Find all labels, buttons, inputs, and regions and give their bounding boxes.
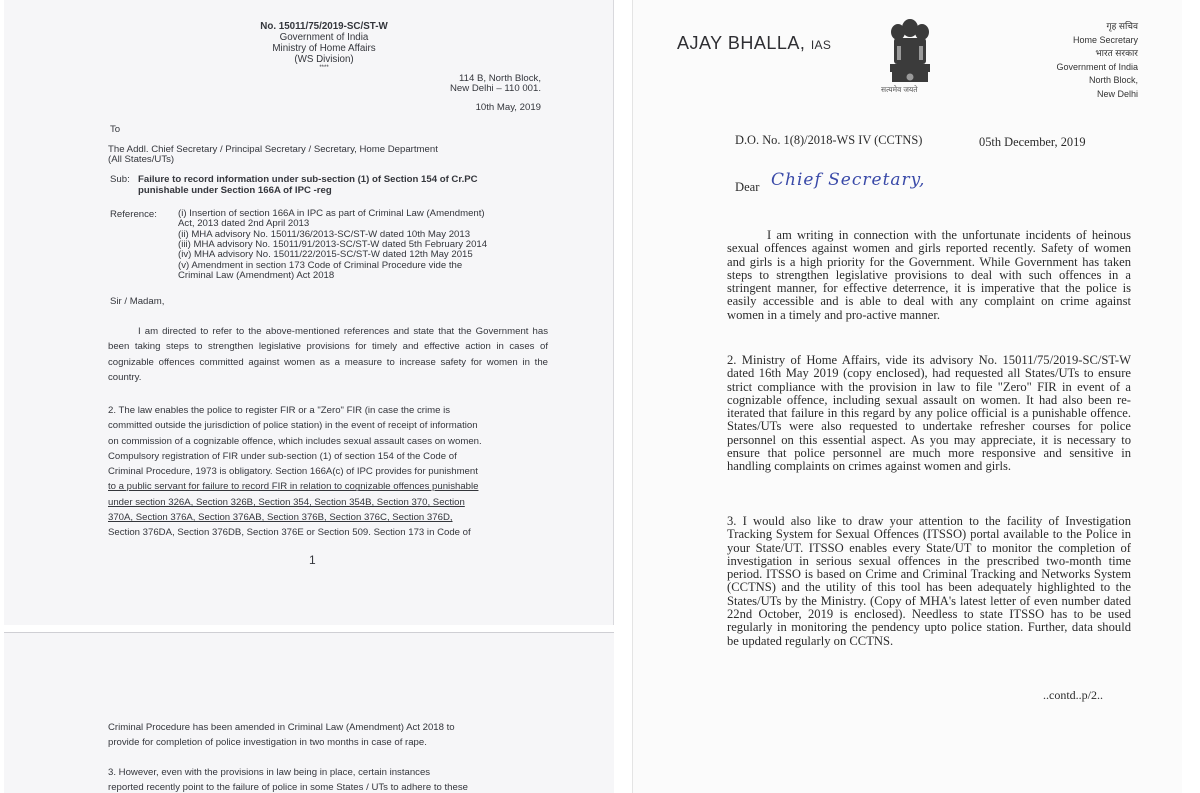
emblem-motto: सत्यमेव जयते <box>881 85 918 94</box>
do-number: D.O. No. 1(8)/2018-WS IV (CCTNS) <box>735 133 923 147</box>
govt-line: Government of India <box>279 32 369 43</box>
paragraph-2-line: 370A, Section 376A, Section 376AB, Section 376B, Section 376C, Section 376D, <box>108 512 453 524</box>
reference-item: (ii) MHA advisory No. 15011/36/2013-SC/ST-W dated 10th May 2013 <box>178 229 471 240</box>
paragraph-2-line: Criminal Procedure, 1973 is obligatory. Section 166A(c) of IPC provides for punishment <box>108 466 478 478</box>
reference-item: Criminal Law (Amendment) Act 2018 <box>178 270 335 281</box>
handwritten-addressee: Chief Secretary, <box>771 170 926 190</box>
page-number: 1 <box>309 553 316 567</box>
subject-line-2: punishable under Section 166A of IPC -reg <box>138 185 332 196</box>
continuation-line: Criminal Procedure has been amended in Criminal Law (Amendment) Act 2018 to <box>108 722 455 733</box>
reference-item: (iii) MHA advisory No. 15011/91/2013-SC/ST-W dated 5th February 2014 <box>178 239 488 250</box>
right-letter <box>632 0 1182 793</box>
address-line-2: New Delhi – 110 001. <box>449 83 541 94</box>
paragraph-2-line: 2. The law enables the police to register FIR or a "Zero" FIR (in case the crime is <box>108 405 451 416</box>
page-gap <box>0 625 618 632</box>
paragraph-2-line: on commission of a cognizable offence, which includes sexual assault cases on women. <box>108 435 482 447</box>
designation-block <box>1056 20 1138 101</box>
paragraph-2-line: Compulsory registration of FIR under sub-section (1) of section 154 of the Code of <box>108 450 457 462</box>
stars-line: **** <box>319 65 329 71</box>
govt-hindi: भारत सरकार <box>1095 48 1138 58</box>
division-line: (WS Division) <box>294 54 354 65</box>
page-2-continuation <box>108 720 455 751</box>
sender-name-text: AJAY BHALLA, <box>677 33 806 53</box>
right-paragraph-2: 2. Ministry of Home Affairs, vide its advisory No. 15011/75/2019-SC/ST-W dated 16th May 2019 (copy enclosed), had requested all States/UTs to ensure strict compliance with the provision in law to file "Zero" FIR in event of a cognizable offence, including sexual assault on women. It had also been re-iterated that failure in this regard by any police official is a punishable offence. States/UTs were also requested to undertake refresher courses for police personnel on this essential aspect. As you may appreciate, it is necessary to ensure that police personnel are much more responsive and sensitive in handling complaints on crimes against women and girls. <box>727 353 1131 474</box>
paragraph-3-line: reported recently point to the failure of police in some States / UTs to adhere to these <box>108 782 468 793</box>
reference-item: Act, 2013 dated 2nd April 2013 <box>178 218 310 229</box>
reference-item: (i) Insertion of section 166A in IPC as part of Criminal Law (Amendment) <box>178 208 485 219</box>
right-paragraph-1: I am writing in connection with the unfortunate incidents of heinous sexual offences against women and girls reported recently. Safety of women and girls is a high priority for the Government. While Government has taken steps to strengthen legislative provisions to deal with such offences in a stringent manner, for effective deterrence, it is imperative that the police is easily accessible and is able to deal with any complaint on crime against women in a timely and pro-active manner. <box>727 228 1131 322</box>
govt-english: Government of India <box>1056 61 1138 72</box>
continued-marker: ..contd..p/2.. <box>1043 688 1103 702</box>
paragraph-2-line: Section 376DA, Section 376DB, Section 376E or Section 509. Section 173 in Code of <box>108 527 471 539</box>
national-emblem-icon <box>883 14 937 94</box>
continuation-line: provide for completion of police investigation in two months in case of rape. <box>108 737 427 749</box>
letter-date: 10th May, 2019 <box>475 102 541 113</box>
to-label: To <box>110 124 121 135</box>
paragraph-3 <box>108 765 468 793</box>
sender-name-suffix: IAS <box>810 38 832 52</box>
addressee-sub: (All States/UTs) <box>108 154 175 165</box>
paragraph-1: I am directed to refer to the above-mentioned references and state that the Government has been taking steps to strengthen legislative provisions for timely and effective action in cases of cognizable offences committed against women as a measure to increase safety for women in the country. <box>108 326 548 383</box>
subject-label: Sub: <box>110 174 130 185</box>
designation-hindi: गृह सचिव <box>1106 21 1138 31</box>
designation-english: Home Secretary <box>1072 34 1138 45</box>
right-letter-date: 05th December, 2019 <box>979 135 1086 149</box>
addressee: The Addl. Chief Secretary / Principal Secretary / Secretary, Home Department <box>108 144 438 155</box>
paragraph-2-line: to a public servant for failure to record FIR in relation to cognizable offences punishable <box>108 481 479 493</box>
address-line: North Block, <box>1088 75 1138 85</box>
reference-item: (v) Amendment in section 173 Code of Criminal Procedure vide the <box>178 260 463 271</box>
right-paragraph-3: 3. I would also like to draw your attention to the facility of Investigation Tracking System for Sexual Offences (ITSSO) portal available to the Police in your State/UT. ITSSO enables every State/UT to monitor the completion of investigation in serious sexual offences in the prescribed two-month time period. ITSSO is based on Crime and Criminal Tracking and Networks System (CCTNS) and the utility of this tool has been adequately highlighted to the States/UTs by the Ministry. (Copy of MHA's latest letter of even number dated 22nd October, 2019 is enclosed). Needless to state ITSSO has to be used regularly in monitoring the pendency upto police station. Further, data should be updated regularly on CCTNS. <box>727 514 1131 648</box>
ministry-line: Ministry of Home Affairs <box>272 43 376 54</box>
sender-name <box>677 33 831 54</box>
paragraph-2 <box>108 403 482 541</box>
address-line-1: 114 B, North Block, <box>459 73 541 84</box>
letter-number: No. 15011/75/2019-SC/ST-W <box>260 21 388 32</box>
subject-line-1: Failure to record information under sub-section (1) of Section 154 of Cr.PC <box>138 174 478 185</box>
address-line: New Delhi <box>1096 88 1138 99</box>
reference-label: Reference: <box>110 209 157 220</box>
reference-item: (iv) MHA advisory No. 15011/22/2015-SC/ST-W dated 12th May 2015 <box>178 249 473 260</box>
paragraph-2-line: committed outside the jurisdiction of police station) in the event of receipt of information <box>108 420 478 432</box>
salutation: Sir / Madam, <box>110 296 165 307</box>
left-letter-page-2 <box>4 632 614 793</box>
paragraph-2-line: under section 326A, Section 326B, Section 354, Section 354B, Section 370, Section <box>108 496 465 508</box>
paragraph-3-line: 3. However, even with the provisions in law being in place, certain instances <box>108 767 431 778</box>
left-letter-page-1 <box>4 0 614 625</box>
dear-label: Dear <box>735 180 760 194</box>
